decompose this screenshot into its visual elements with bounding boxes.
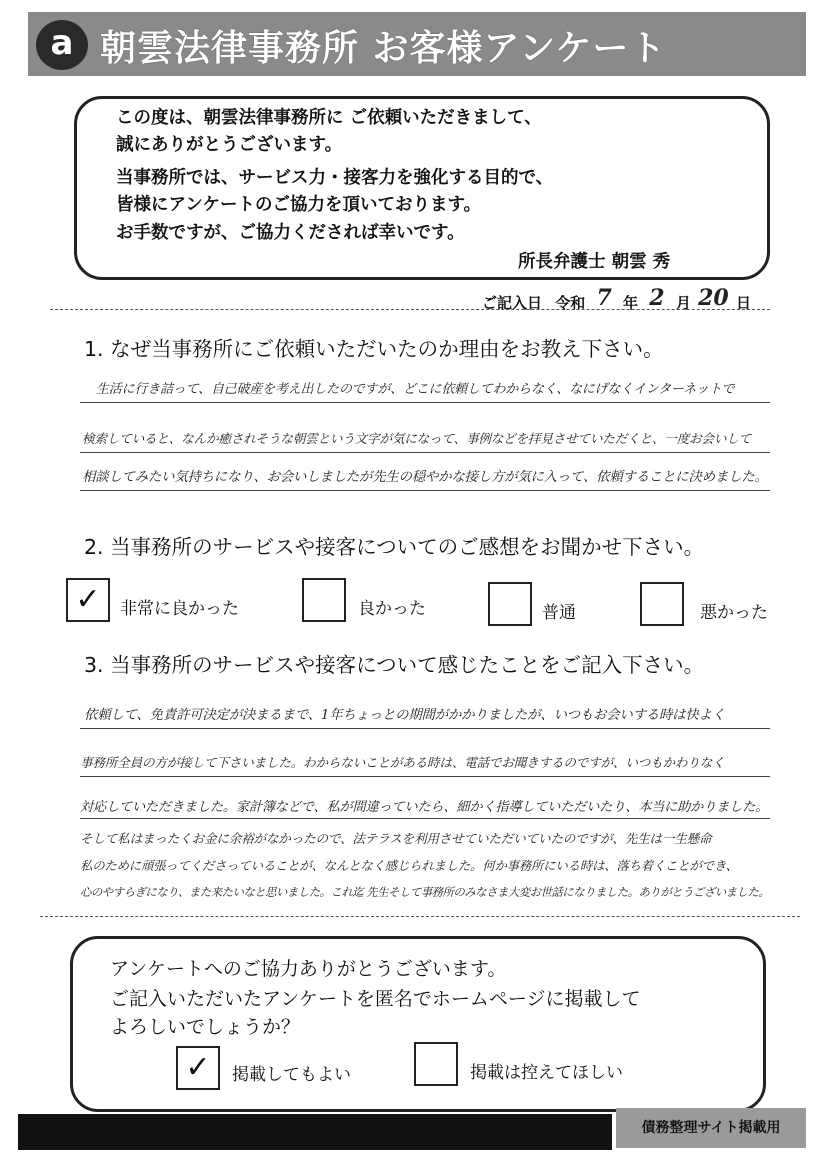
- bottom-bar: [18, 1114, 612, 1150]
- q3-answer-line[interactable]: 依頼して、免責許可決定が決まるまで、1年ちょっとの期間がかかりましたが、いつもお会いする時は快よく: [84, 708, 725, 723]
- date-year-value[interactable]: 7: [596, 285, 612, 311]
- option-label-bad: 悪かった: [700, 603, 768, 623]
- date-row: [482, 285, 751, 314]
- intro-line: 皆様にアンケートのご協力を頂いております。: [116, 195, 482, 215]
- intro-line: 当事務所では、サービス力・接客力を強化する目的で、: [116, 168, 554, 188]
- usage-label: 債務整理サイト掲載用: [616, 1108, 806, 1148]
- check-icon: ✓: [185, 1050, 211, 1085]
- date-label: ご記入日: [482, 294, 543, 312]
- date-month-value[interactable]: 2: [649, 285, 665, 311]
- q3-answer-line[interactable]: 心のやすらぎになり、また来たいなと思いました。これ迄 先生そして事務所のみなさま大変お世話になりました。ありがとうございました。: [80, 885, 770, 899]
- q3-answer-line[interactable]: 私のために頑張ってくださっていることが、なんとなく感じられました。何か事務所にいる時は、落ち着くことができ、: [80, 858, 738, 873]
- date-day-value[interactable]: 20: [698, 285, 729, 311]
- question-3-title: 3. 当事務所のサービスや接客について感じたことをご記入下さい。: [84, 653, 705, 677]
- checkbox-publish-ok[interactable]: [176, 1046, 220, 1090]
- answer-underline: [80, 728, 770, 729]
- answer-underline: [80, 818, 770, 819]
- consent-line: アンケートへのご協力ありがとうございます。: [110, 958, 507, 980]
- option-label-normal: 普通: [542, 603, 576, 623]
- logo-mark: a: [36, 20, 88, 70]
- q3-answer-line[interactable]: 事務所全員の方が接して下さいました。わからないことがある時は、電話でお聞きするのですが、いつもかわりなく: [80, 755, 725, 770]
- check-icon: ✓: [75, 582, 101, 617]
- q1-answer-line[interactable]: 生活に行き詰って、自己破産を考え出したのですが、どこに依頼してわからなく、なにげなくインターネットで: [96, 382, 735, 397]
- date-month-unit: 月: [675, 294, 691, 312]
- consent-line: ご記入いただいたアンケートを匿名でホームページに掲載して: [110, 988, 641, 1010]
- section-divider: [40, 916, 800, 917]
- answer-underline: [80, 490, 770, 491]
- option-label-publish-decline: 掲載は控えてほしい: [470, 1063, 623, 1083]
- page-title: 朝雲法律事務所 お客様アンケート: [100, 28, 667, 69]
- answer-underline: [80, 452, 770, 453]
- q1-answer-line[interactable]: 相談してみたい気持ちになり、お会いしましたが先生の穏やかな接し方が気に入って、依頼することに決めました。: [82, 470, 768, 485]
- answer-underline: [80, 776, 770, 777]
- q3-answer-line[interactable]: 対応していただきました。家計簿などで、私が間違っていたら、細かく指導していただいたり、本当に助かりました。: [80, 800, 769, 815]
- signature: 所長弁護士 朝雲 秀: [518, 252, 671, 272]
- checkbox-bad[interactable]: [640, 582, 684, 626]
- intro-line: 誠にありがとうございます。: [116, 135, 343, 155]
- option-label-publish-ok: 掲載してもよい: [232, 1065, 351, 1085]
- question-2-title: 2. 当事務所のサービスや接客についてのご感想をお聞かせ下さい。: [84, 535, 705, 559]
- option-label-very-good: 非常に良かった: [120, 599, 239, 619]
- intro-line: お手数ですが、ご協力くだされば幸いです。: [116, 223, 465, 243]
- checkbox-very-good[interactable]: [66, 578, 110, 622]
- option-label-good: 良かった: [358, 599, 426, 619]
- q1-answer-line[interactable]: 検索していると、なんか癒されそうな朝雲という文字が気になって、事例などを拝見させていただくと、一度お会いして: [82, 431, 752, 446]
- date-day-unit: 日: [735, 294, 751, 312]
- q3-answer-line[interactable]: そして私はまったくお金に余裕がなかったので、法テラスを利用させていただいていたのですが、先生は一生懸命: [80, 831, 712, 846]
- checkbox-normal[interactable]: [488, 582, 532, 626]
- date-year-unit: 年: [623, 294, 639, 312]
- consent-line: よろしいでしょうか？: [110, 1016, 301, 1038]
- checkbox-publish-decline[interactable]: [414, 1042, 458, 1086]
- answer-underline: [80, 402, 770, 403]
- intro-line: この度は、朝雲法律事務所に ご依頼いただきまして、: [116, 108, 542, 128]
- date-era: 令和: [555, 294, 586, 312]
- checkbox-good[interactable]: [302, 578, 346, 622]
- section-divider: [50, 309, 770, 310]
- question-1-title: 1. なぜ当事務所にご依頼いただいたのか理由をお教え下さい。: [84, 337, 664, 361]
